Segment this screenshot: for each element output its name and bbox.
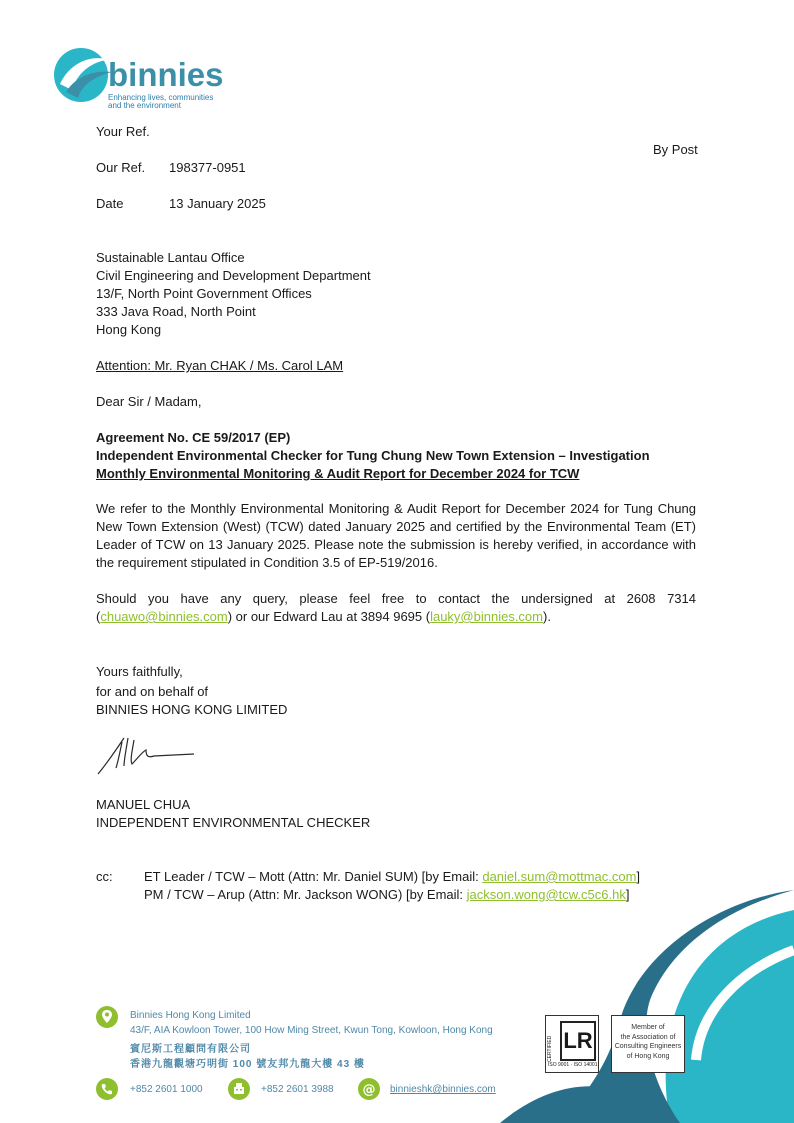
body-paragraph-2	[96, 590, 696, 626]
closing-line: BINNIES HONG KONG LIMITED	[96, 702, 288, 717]
address-line: 333 Java Road, North Point	[96, 304, 256, 319]
our-ref-label: Our Ref.	[96, 160, 146, 175]
attention-line: Attention: Mr. Ryan CHAK / Ms. Carol LAM	[96, 358, 344, 373]
footer-company: Binnies Hong Kong Limited	[130, 1010, 251, 1021]
acehk-member-badge	[611, 1015, 685, 1073]
signer-name: MANUEL CHUA	[96, 797, 191, 812]
subject-project: Independent Environmental Checker for Tung Chung New Town Extension – Investigation	[96, 448, 650, 463]
cc-text: ]	[625, 887, 630, 902]
body2-text: ) or our Edward Lau at 3894 9695 (	[227, 609, 431, 624]
closing-line: Yours faithfully,	[96, 664, 183, 679]
cc-label: cc:	[96, 869, 113, 884]
binnies-wordmark: binnies	[108, 56, 224, 93]
delivery-method: By Post	[653, 142, 698, 157]
footer-email-link[interactable]: binnieshk@binnies.com	[390, 1084, 496, 1095]
logo-tagline-2: and the environment	[108, 101, 181, 110]
phone-icon	[96, 1078, 118, 1100]
address-line: Sustainable Lantau Office	[96, 250, 245, 265]
member-line: of Hong Kong	[626, 1052, 670, 1060]
address-line: Civil Engineering and Development Department	[96, 268, 371, 283]
email-link-chuawo[interactable]: chuawo@binnies.com	[100, 609, 228, 624]
binnies-logo-mark	[52, 46, 114, 104]
our-ref-value: 198377-0951	[169, 160, 246, 175]
date-label: Date	[96, 196, 124, 211]
your-ref-label: Your Ref.	[96, 124, 150, 139]
signer-title: INDEPENDENT ENVIRONMENTAL CHECKER	[96, 815, 371, 830]
footer-phone: +852 2601 1000	[130, 1084, 203, 1095]
body2-text: Should you have any query, please feel free to contact the undersigned at 2608 7314 (	[96, 591, 696, 624]
member-line: Member of	[631, 1024, 665, 1031]
footer-address-cn: 香港九龍觀塘巧明街 100 號友邦九龍大樓 43 樓	[130, 1059, 365, 1070]
member-text	[612, 1023, 684, 1061]
address-line: Hong Kong	[96, 322, 162, 337]
fax-icon	[228, 1078, 250, 1100]
decorative-wave	[500, 890, 794, 1123]
location-pin-icon	[96, 1006, 118, 1028]
email-link-daniel-sum[interactable]: daniel.sum@mottmac.com	[482, 869, 637, 884]
footer-address: 43/F, AIA Kowloon Tower, 100 How Ming Street, Kwun Tong, Kowloon, Hong Kong	[130, 1025, 493, 1036]
body2-text: ).	[543, 609, 551, 624]
footer-fax: +852 2601 3988	[261, 1084, 334, 1095]
subject-report: Monthly Environmental Monitoring & Audit Report for December 2024 for TCW	[96, 466, 580, 481]
email-at-icon	[358, 1078, 380, 1100]
closing-line: for and on behalf of	[96, 684, 209, 699]
member-line: Consulting Engineers	[614, 1043, 682, 1050]
email-link-jackson-wong[interactable]: jackson.wong@tcw.c5c6.hk	[466, 887, 626, 902]
address-line: 13/F, North Point Government Offices	[96, 286, 312, 301]
footer-company-cn: 賓尼斯工程顧問有限公司	[130, 1044, 251, 1055]
handwritten-signature	[94, 732, 200, 778]
salutation: Dear Sir / Madam,	[96, 394, 202, 409]
lr-logo-icon: LR	[560, 1021, 596, 1061]
lr-certification-badge	[545, 1015, 599, 1073]
svg-text:@: @	[362, 1082, 376, 1098]
email-link-lauky[interactable]: lauky@binnies.com	[430, 609, 543, 624]
cert-iso-text: ISO 9001 · ISO 14001	[548, 1062, 598, 1068]
subject-agreement: Agreement No. CE 59/2017 (EP)	[96, 430, 291, 445]
date-value: 13 January 2025	[169, 196, 266, 211]
cert-side-text: CERTIFIED	[547, 1035, 553, 1062]
cc-text: ]	[636, 869, 641, 884]
cc-text: ET Leader / TCW – Mott (Attn: Mr. Daniel SUM) [by Email:	[144, 869, 483, 884]
cc-line-1	[144, 868, 640, 886]
body-paragraph-1: We refer to the Monthly Environmental Monitoring & Audit Report for December 2024 for Tung Chung New Town Extension (West) (TCW) dated January 2025 and certified by the Environmental Team (ET) Leader of TCW on 13 January 2025. Please note the submission is hereby verified, in accordance with the requirement stipulated in Condition 3.5 of EP-519/2016.	[96, 501, 696, 570]
cc-text: PM / TCW – Arup (Attn: Mr. Jackson WONG) [by Email:	[144, 887, 467, 902]
logo-tagline-1: Enhancing lives, communities	[108, 93, 214, 102]
member-line: the Association of	[620, 1033, 676, 1041]
